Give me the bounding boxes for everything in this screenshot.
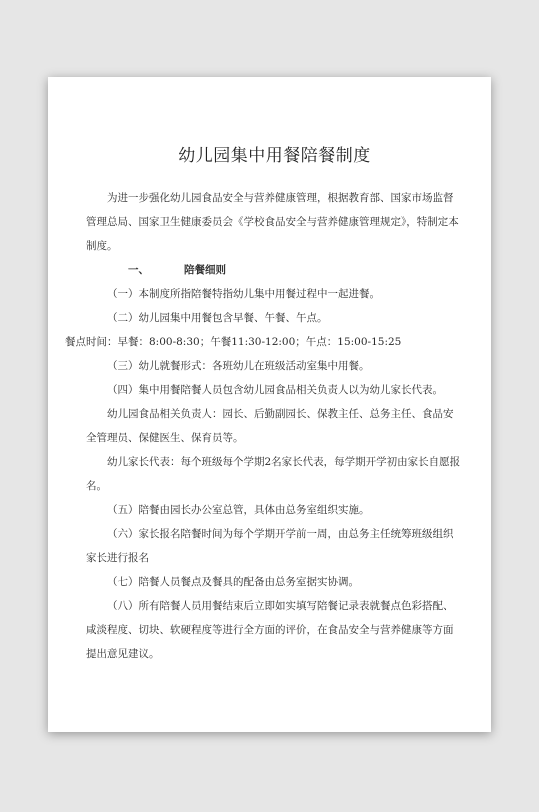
staff-paragraph: 幼儿园食品相关负责人：园长、后勤副园长、保教主任、总务主任、食品安全管理员、保健医生、保育员等。 [86,408,454,444]
rule-paragraph-3: （三）幼儿就餐形式：各班幼儿在班级活动室集中用餐。 [107,360,370,372]
section-label: 陪餐细则 [184,264,226,276]
section-heading [86,258,463,282]
document-body [65,186,463,666]
parent-paragraph: 幼儿家长代表：每个班级每个学期2名家长代表，每学期开学初由家长自愿报名。 [86,456,461,492]
rule-paragraph-4: （四）集中用餐陪餐人员包含幼儿园食品相关负责人以为幼儿家长代表。 [107,384,443,396]
document-title: 幼儿园集中用餐陪餐制度 [178,146,371,166]
meal-times-paragraph: 餐点时间：早餐：8:00-8:30；午餐11:30-12:00；午点：15:00-15:25 [65,336,402,348]
rule-paragraph-1: （一）本制度所指陪餐特指幼儿集中用餐过程中一起进餐。 [107,288,380,300]
rule-paragraph-7: （七）陪餐人员餐点及餐具的配备由总务室据实协调。 [107,576,359,588]
rule-paragraph-5: （五）陪餐由园长办公室总管，具体由总务室组织实施。 [107,504,370,516]
rule-paragraph-8: （八）所有陪餐人员用餐结束后立即如实填写陪餐记录表就餐点色彩搭配、咸淡程度、切块、软硬程度等进行全方面的评价，在食品安全与营养健康等方面提出意见建议。 [86,600,454,660]
rule-paragraph-2: （二）幼儿园集中用餐包含早餐、午餐、午点。 [107,312,328,324]
rule-paragraph-6: （六）家长报名陪餐时间为每个学期开学前一周，由总务主任统筹班级组织家长进行报名 [86,528,454,564]
section-number: 一、 [128,264,149,276]
intro-paragraph: 为进一步强化幼儿园食品安全与营养健康管理，根据教育部、国家市场监督管理总局、国家卫生健康委员会《学校食品安全与营养健康管理规定》，特制定本制度。 [86,192,459,252]
document-page [48,77,491,732]
